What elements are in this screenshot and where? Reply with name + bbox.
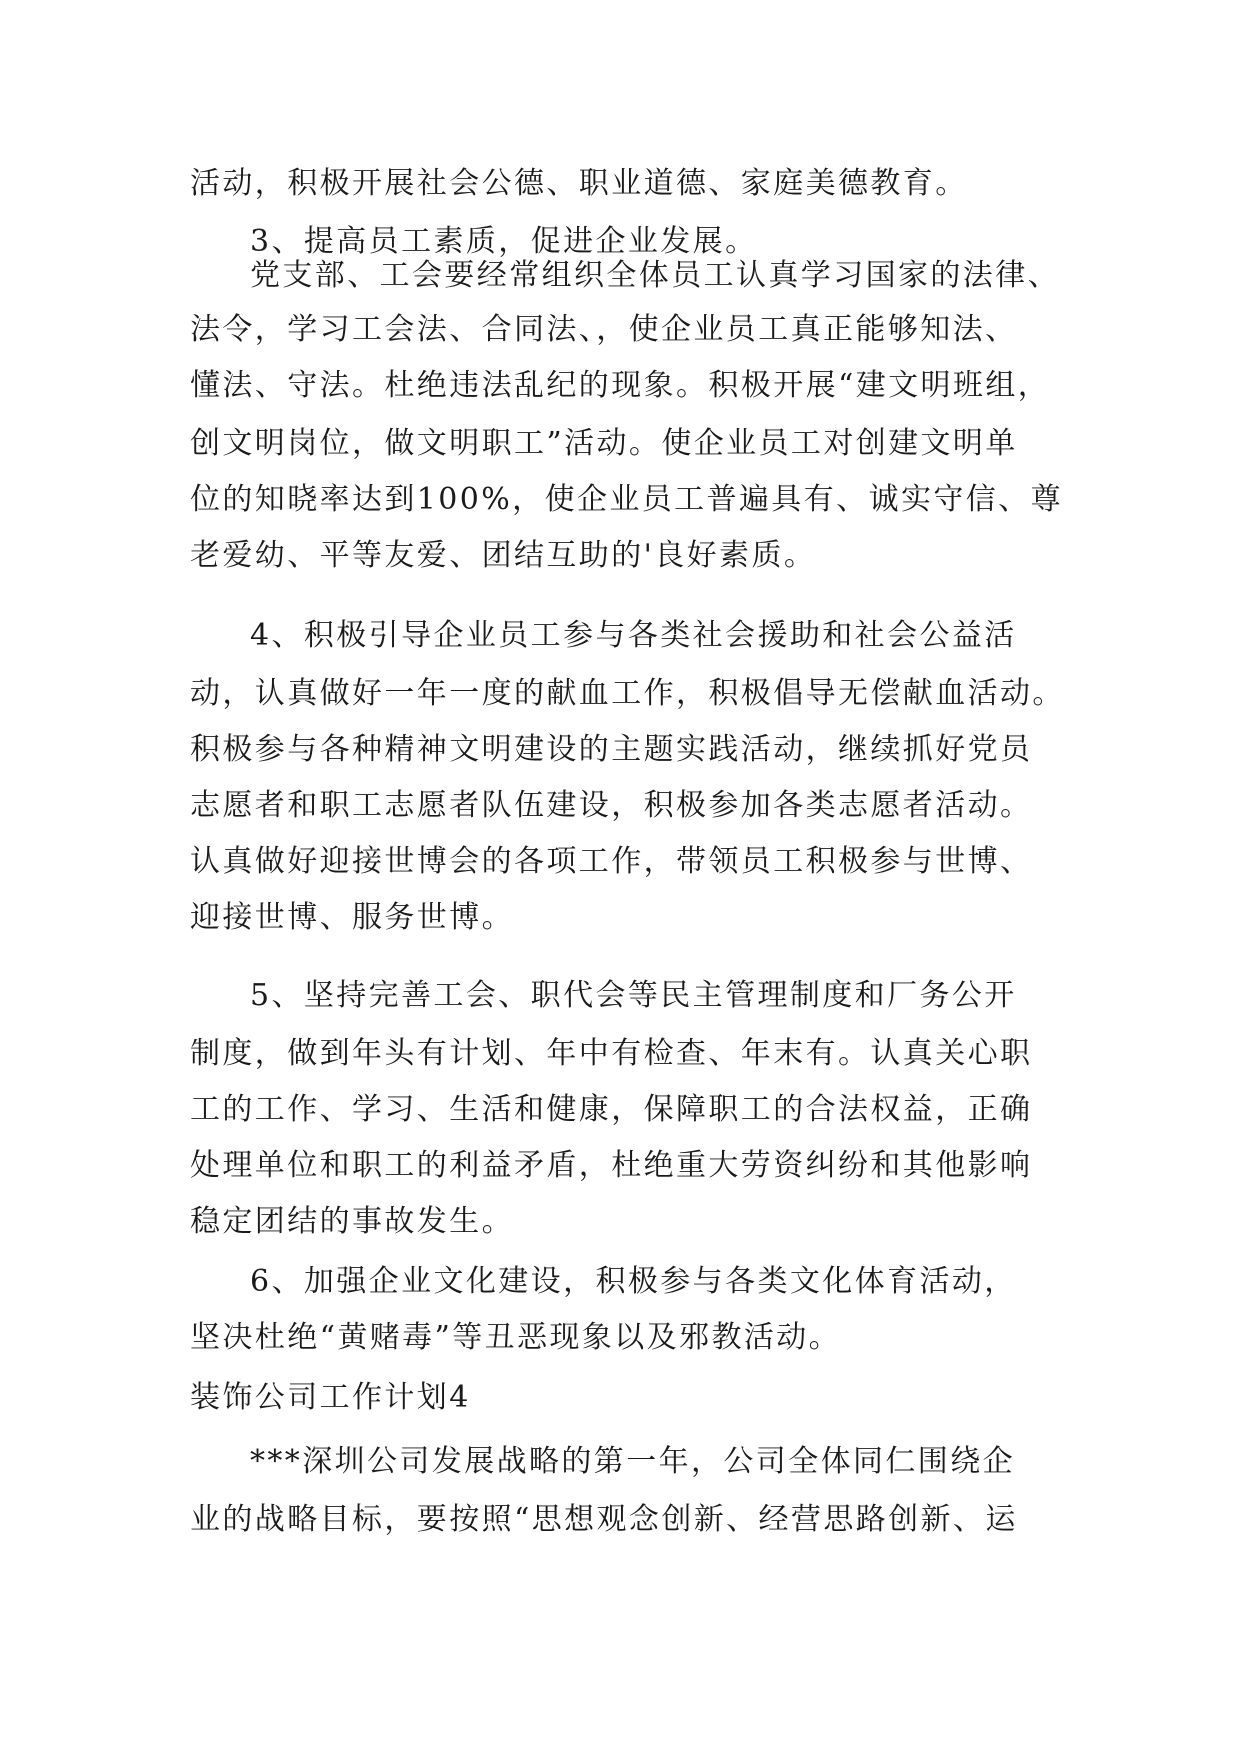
text-line: 工的工作、学习、生活和健康，保障职工的合法权益，正确 xyxy=(190,1092,1033,1127)
text-line: 4、积极引导企业员工参与各类社会援助和社会公益活 xyxy=(250,618,1017,653)
text-line: 志愿者和职工志愿者队伍建设，积极参加各类志愿者活动。 xyxy=(190,788,1033,823)
text-line: 业的战略目标，要按照“思想观念创新、经营思路创新、运 xyxy=(190,1502,1018,1537)
text-line: 积极参与各种精神文明建设的主题实践活动，继续抓好党员 xyxy=(190,732,1033,767)
text-line: 位的知晓率达到100%，使企业员工普遍具有、诚实守信、尊 xyxy=(190,482,1063,517)
text-line: 懂法、守法。杜绝违法乱纪的现象。积极开展“建文明班组， xyxy=(190,368,1051,403)
text-line: 坚决杜绝“黄赌毒”等丑恶现象以及邪教活动。 xyxy=(190,1320,842,1355)
text-line: 处理单位和职工的利益矛盾，杜绝重大劳资纠纷和其他影响 xyxy=(190,1148,1033,1183)
section-heading: 3、提高员工素质，促进企业发展。 xyxy=(250,224,758,259)
text-line: ***深圳公司发展战略的第一年，公司全体同仁围绕企 xyxy=(250,1444,1015,1479)
text-line: 党支部、工会要经常组织全体员工认真学习国家的法律、 xyxy=(250,258,1060,293)
text-line: 迎接世博、服务世博。 xyxy=(190,900,514,935)
text-line: 6、加强企业文化建设，积极参与各类文化体育活动， xyxy=(250,1264,1017,1299)
text-line: 5、坚持完善工会、职代会等民主管理制度和厂务公开 xyxy=(250,978,1017,1013)
text-line: 认真做好迎接世博会的各项工作，带领员工积极参与世博、 xyxy=(190,844,1033,879)
text-line: 老爱幼、平等友爱、团结互助的'良好素质。 xyxy=(190,538,817,573)
text-line: 创文明岗位，做文明职工”活动。使企业员工对创建文明单 xyxy=(190,426,1018,461)
text-line: 活动，积极开展社会公德、职业道德、家庭美德教育。 xyxy=(190,166,968,201)
section-title: 装饰公司工作计划4 xyxy=(190,1380,471,1415)
text-line: 动，认真做好一年一度的献血工作，积极倡导无偿献血活动。 xyxy=(190,676,1065,711)
text-line: 制度，做到年头有计划、年中有检查、年末有。认真关心职 xyxy=(190,1036,1033,1071)
text-line: 稳定团结的事故发生。 xyxy=(190,1204,514,1239)
text-line: 法令，学习工会法、合同法、，使企业员工真正能够知法、 xyxy=(190,312,1018,347)
